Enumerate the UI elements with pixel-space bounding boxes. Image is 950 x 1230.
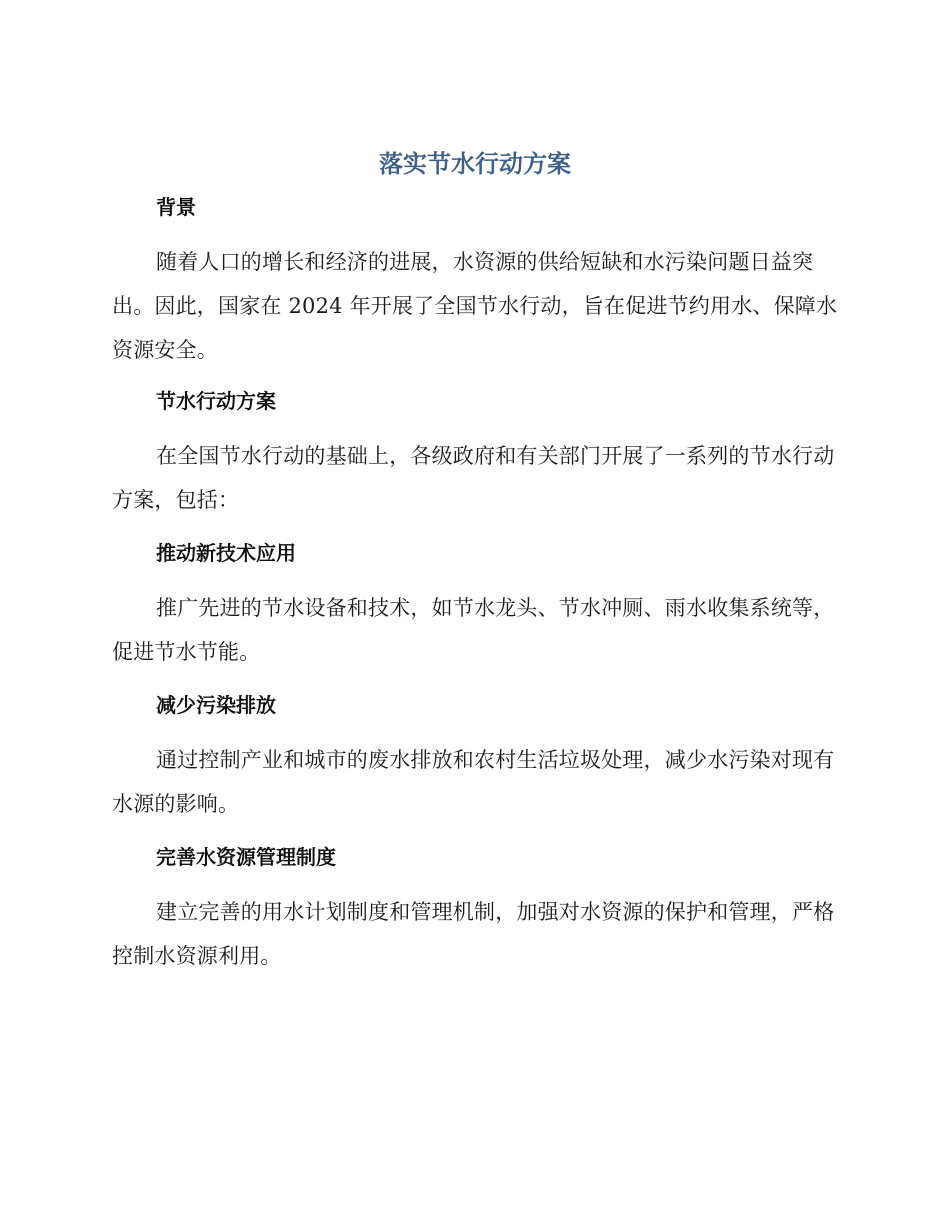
section-paragraph-management-system: 建立完善的用水计划制度和管理机制，加强对水资源的保护和管理，严格控制水资源利用。 xyxy=(112,900,835,968)
section-heading-management-system: 完善水资源管理制度 xyxy=(156,845,336,869)
section-heading-plan: 节水行动方案 xyxy=(156,389,276,413)
section-heading-reduce-pollution: 减少污染排放 xyxy=(156,693,276,717)
section-paragraph-plan: 在全国节水行动的基础上，各级政府和有关部门开展了一系列的节水行动方案，包括： xyxy=(112,444,835,512)
section-heading-background: 背景 xyxy=(156,195,196,219)
document-title: 落实节水行动方案 xyxy=(379,150,571,178)
section-paragraph-reduce-pollution: 通过控制产业和城市的废水排放和农村生活垃圾处理，减少水污染对现有水源的影响。 xyxy=(112,748,835,816)
section-heading-new-technology: 推动新技术应用 xyxy=(156,541,296,565)
section-paragraph-new-technology: 推广先进的节水设备和技术，如节水龙头、节水冲厕、雨水收集系统等，促进节水节能。 xyxy=(112,596,835,664)
section-paragraph-background: 随着人口的增长和经济的进展，水资源的供给短缺和水污染问题日益突出。因此，国家在 2024 年开展了全国节水行动，旨在促进节约用水、保障水资源安全。 xyxy=(112,250,838,362)
